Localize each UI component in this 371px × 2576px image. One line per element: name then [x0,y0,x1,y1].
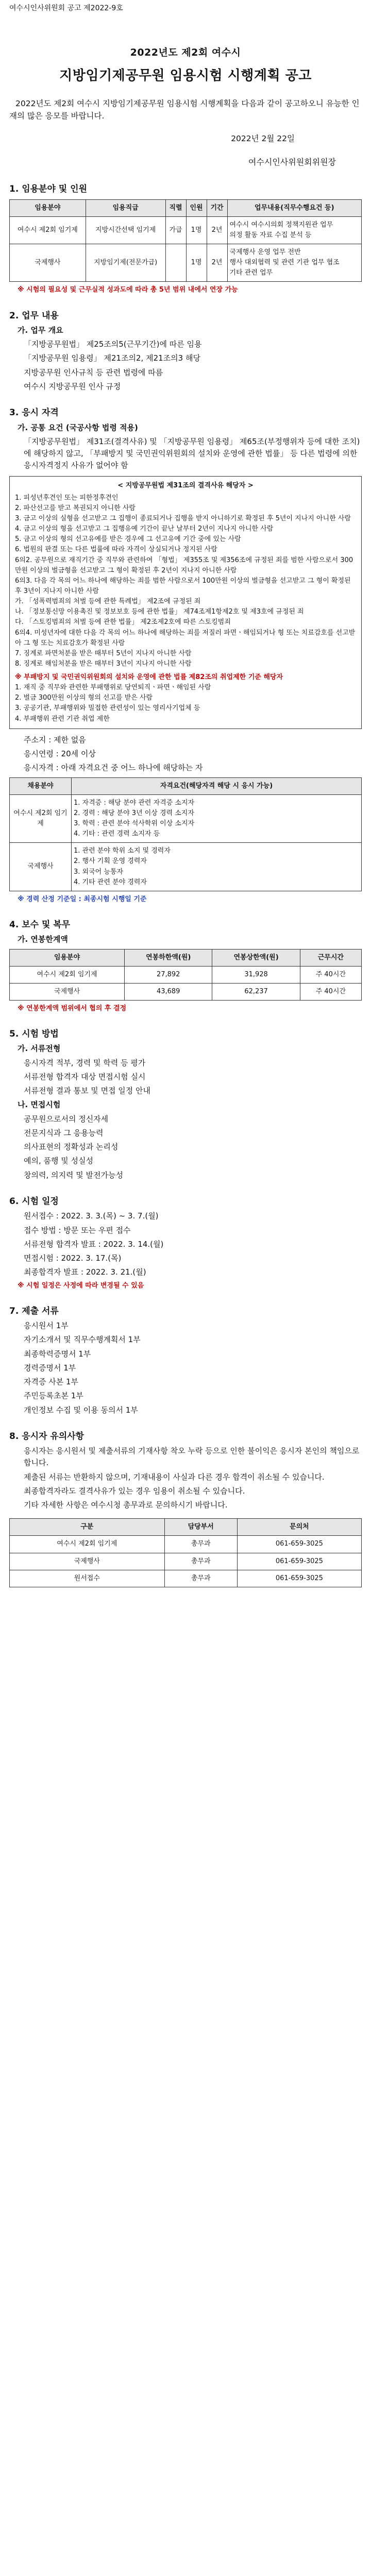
cell-contact-dept: 총무과 [164,1553,237,1570]
table-row [10,843,362,891]
section3-sub-a: 가. 공통 요건 (국공사항 법령 적용) [18,422,138,432]
box-item: 6의4. 미성년자에 대한 다음 각 목의 어느 하나에 해당하는 죄를 저질러 파면ㆍ해임되거나 형 또는 치료감호를 선고받아 그 형 또는 치료감호가 확정된 사람 [15,629,356,647]
section4-sub-a: 가. 연봉한계액 [18,935,68,944]
cell-pay-field: 국제행사 [10,983,125,1000]
th-contact-type: 구분 [10,1519,165,1536]
list-item: 자기소개서 및 직무수행계획서 1부 [24,1335,141,1345]
box-item: 8. 징계로 해임처분을 받은 때부터 3년이 지나지 아니한 사람 [15,659,192,668]
title-main: 2022년도 제2회 여수시 [130,46,241,58]
list-item: 응시연령 : 20세 이상 [24,749,96,759]
requirements-table [9,777,362,891]
table-row [10,216,362,244]
section4-title: 4. 보수 및 복무 [9,919,71,930]
section1-note: ※ 시험의 필요성 및 근무실적 성과도에 따라 총 5년 범위 내에서 연장 가능 [18,286,238,294]
table-row [10,1553,362,1570]
section5-sub-b: 나. 면접시험 [18,1100,61,1110]
list-item: 원서접수 : 2022. 3. 3.(목) ~ 3. 7.(월) [24,1211,159,1221]
box-item: 6. 법원의 판결 또는 다른 법률에 따라 자격이 상실되거나 정지된 사람 [15,546,217,554]
table-row [10,794,362,843]
section6-note: ※ 시험 일정은 사정에 따라 변경될 수 있음 [18,1281,144,1290]
th-req-field: 채용분야 [10,777,72,794]
list-item: 창의력, 의지력 및 발전가능성 [24,1170,123,1180]
cell-field: 여수시 제2회 임기제 [10,216,86,244]
box-item: 3. 금고 이상의 실형을 선고받고 그 집행이 종료되거나 집행을 받지 아니하기로 확정된 후 5년이 지나지 아니한 사람 [15,514,351,522]
list-item: 자격증 사본 1부 [24,1377,79,1386]
section2-title: 2. 업무 내용 [9,310,59,321]
th-field: 임용분야 [10,199,86,216]
cell-pay-hours: 주 40시간 [300,966,361,983]
th-req: 자격요건(해당자격 해당 시 응시 가능) [72,777,362,794]
cell-contact-dept: 총무과 [164,1570,237,1587]
box-item: 4. 금고 이상의 형을 선고받고 그 집행유예 기간이 끝난 날부터 2년이 지나지 아니한 사람 [15,525,274,533]
intro-text: 2022년도 제2회 여수시 지방임기제공무원 임용시험 시행계획을 다음과 같이 공고하오니 유능한 인재의 많은 응모를 바랍니다. [9,99,360,121]
cell-req: 1. 자격증 : 해당 분야 관련 자격증 소지자 2. 경력 : 해당 분야 3년 이상 경력 소지자 3. 학력 : 관련 분야 석사학위 이상 소지자 4. 기타 : 관련 경력 소지자 등 [72,794,362,843]
box-item: 5. 금고 이상의 형의 선고유예를 받은 경우에 그 선고유예 기간 중에 있는 사람 [15,535,241,544]
box-title: < 지방공무원법 제31조의 결격사유 해당자 > [117,481,254,489]
section6-title: 6. 시험 일정 [9,1196,59,1207]
th-contact-dept: 담당부서 [164,1519,237,1536]
table-row [10,244,362,282]
section8-title: 8. 응시자 유의사항 [9,1431,85,1442]
th-pay-field: 임용분야 [10,949,125,966]
cell-pay-field: 여수시 제2회 임기제 [10,966,125,983]
section2-sub-a: 가. 업무 개요 [18,325,63,335]
cell-pay-low: 27,892 [125,966,212,983]
list-item: 경력증명서 1부 [24,1363,76,1372]
box-item: 3. 공공기관, 부패행위와 밀접한 관련성이 있는 영리사기업체 등 [15,704,200,713]
cell-contact-type: 원서접수 [10,1570,165,1587]
section3-title: 3. 응시 자격 [9,408,59,418]
cell-term: 2년 [207,244,227,282]
box-item: 4. 부패행위 관련 기관 취업 제한 [15,715,110,723]
section5-sub-a: 가. 서류전형 [18,1044,61,1054]
list-item: 주민등록초본 1부 [24,1391,83,1401]
list-item: 서류전형 결과 통보 및 면접 일정 안내 [24,1086,150,1096]
table-row [10,1536,362,1553]
section5-title: 5. 시험 방법 [9,1029,59,1040]
list-item: 제출된 서류는 반환하지 않으며, 기재내용이 사실과 다른 경우 합격이 취소될 수 있습니다. [24,1472,325,1482]
list-item: 최종학력증명서 1부 [24,1349,91,1359]
list-item: 지방공무원 인사규칙 등 관련 법령에 따름 [24,367,163,377]
list-item: 예의, 품행 및 성실성 [24,1156,93,1166]
table-row [10,966,362,983]
list-item: 여수시 지방공무원 인사 규정 [24,381,121,391]
cell-count: 1명 [186,216,207,244]
list-item: 개인정보 수집 및 이용 동의서 1부 [24,1405,138,1415]
cell-duties: 여수시 여수시의회 정책지원관 업무 의정 활동 자료 수집 분석 등 [227,216,361,244]
cell-series: 가급 [165,216,186,244]
title-sub: 지방임기제공무원 임용시험 시행계획 공고 [59,68,312,84]
position-table [9,199,362,282]
th-pay-low: 연봉하한액(원) [125,949,212,966]
cell-count: 1명 [186,244,207,282]
cell-pay-low: 43,689 [125,983,212,1000]
list-item: 「지방공무원법」 제25조의5(근무기간)에 따른 임용 [24,340,202,349]
th-count: 인원 [186,199,207,216]
cell-contact-type: 여수시 제2회 임기제 [10,1536,165,1553]
list-item: 최종합격자 발표 : 2022. 3. 21.(월) [24,1267,146,1277]
th-grade: 임용직급 [86,199,165,216]
section3-note2: ※ 경력 산정 기준일 : 최종시험 시행일 기준 [18,895,147,903]
cell-contact-tel: 061-659-3025 [237,1536,361,1553]
box-item: 2. 벌금 300만원 이상의 형의 선고를 받은 사람 [15,694,153,702]
list-item: 서류전형 합격자 발표 : 2022. 3. 14.(월) [24,1239,164,1249]
list-item: 서류전형 합격자 대상 면접시험 실시 [24,1072,146,1081]
cell-pay-hours: 주 40시간 [300,983,361,1000]
section1-title: 1. 임용분야 및 인원 [9,184,87,195]
list-item: 「지방공무원법」 제31조(결격사유) 및 「지방공무원 임용령」 제65조(부정행위자 등에 대한 조치)에 해당하지 않고, 「부패방지 및 국민권익위원회의 설치와 운영에 관한 법률」 등 다른 법령에 의한 응시자격정지 사유가 없어야 함 [24,436,360,470]
box-item: 6의2. 공무원으로 재직기간 중 직무와 관련하여 「형법」 제355조 및 제356조에 규정된 죄를 범한 사람으로서 300만원 이상의 벌금형을 선고받고 그 형이 확정된 후 2년이 지나지 아니한 사람 [15,556,353,574]
cell-pay-high: 31,928 [212,966,300,983]
th-duties: 업무내용(직무수행요건 등) [227,199,361,216]
cell-contact-type: 국제행사 [10,1553,165,1570]
th-pay-hours: 근무시간 [300,949,361,966]
cell-contact-tel: 061-659-3025 [237,1570,361,1587]
list-item: 면접시험 : 2022. 3. 17.(목) [24,1253,122,1263]
th-term: 기간 [207,199,227,216]
cell-duties: 국제행사 운영 업무 전반 행사 대외협력 및 관련 기관 업무 협조 기타 관련 업무 [227,244,361,282]
cell-series [165,244,186,282]
box-item: 2. 파산선고를 받고 복권되지 아니한 사람 [15,504,136,512]
list-item: 응시원서 1부 [24,1321,69,1330]
list-item: 주소지 : 제한 없음 [24,735,86,744]
cell-grade: 지방시간선택 임기제 [86,216,165,244]
th-series: 직렬 [165,199,186,216]
th-contact-tel: 문의처 [237,1519,361,1536]
box-item: 1. 재직 중 직무와 관련한 부패행위로 당연퇴직ㆍ파면ㆍ해임된 사람 [15,684,211,692]
notice-number: 여수시인사위원회 공고 제2022-9호 [9,4,123,12]
box-item: 다. 「스토킹범죄의 처벌 등에 관한 법률」 제2조제2호에 따른 스토킹범죄 [15,618,231,626]
box-item: 1. 피성년후견인 또는 피한정후견인 [15,494,119,502]
contact-table [9,1518,362,1587]
box-item: 7. 징계로 파면처분을 받은 때부터 5년이 지나지 아니한 사람 [15,649,192,657]
cell-req-field: 여수시 제2회 임기제 [10,794,72,843]
list-item: 응시자는 응시원서 및 제출서류의 기재사항 착오 누락 등으로 인한 불이익은 응시자 본인의 책임으로 합니다. [24,1446,360,1468]
cell-grade: 지방임기제(전문가급) [86,244,165,282]
cell-req: 1. 관련 분야 학위 소지 및 경력자 2. 행사 기획 운영 경력자 3. 외국어 능통자 4. 기타 관련 분야 경력자 [72,843,362,891]
box-item: 6의3. 다음 각 목의 어느 하나에 해당하는 죄를 범한 사람으로서 100만원 이상의 벌금형을 선고받고 그 형이 확정된 후 3년이 지나지 아니한 사람 [15,577,351,595]
list-item: 공무원으로서의 정신자세 [24,1114,109,1124]
section4-note: ※ 연봉한계액 범위에서 협의 후 결정 [18,1004,127,1012]
table-row [10,983,362,1000]
box-item: 나. 「정보통신망 이용촉진 및 정보보호 등에 관한 법률」 제74조제1항제2호 및 제3호에 규정된 죄 [15,608,304,616]
table-row [10,1570,362,1587]
box-item: 가. 「성폭력범죄의 처벌 등에 관한 특례법」 제2조에 규정된 죄 [15,598,201,606]
list-item: 전문지식과 그 응용능력 [24,1128,104,1138]
pay-table [9,949,362,1001]
list-item: 의사표현의 정확성과 논리성 [24,1142,119,1152]
box-footer: ※ 부패방지 및 국민권익위원회의 설치와 운영에 관한 법률 제82조의 취업제한 기준 해당자 [15,673,283,682]
list-item: 응시자격 : 아래 자격요건 중 어느 하나에 해당하는 자 [24,763,203,773]
cell-contact-tel: 061-659-3025 [237,1553,361,1570]
list-item: 기타 자세한 사항은 여수시청 총무과로 문의하시기 바랍니다. [24,1500,228,1510]
disqualification-box [9,476,362,729]
cell-term: 2년 [207,216,227,244]
cell-req-field: 국제행사 [10,843,72,891]
list-item: 응시자격 적부, 경력 및 학력 등 평가 [24,1058,146,1067]
cell-contact-dept: 총무과 [164,1536,237,1553]
list-item: 접수 방법 : 방문 또는 우편 접수 [24,1225,131,1235]
issuer: 여수시인사위원회위원장 [248,157,336,167]
section7-title: 7. 제출 서류 [9,1306,59,1316]
notice-date: 2022년 2월 22일 [231,134,295,144]
list-item: 최종합격자라도 결격사유가 있는 경우 임용이 취소될 수 있습니다. [24,1486,245,1496]
cell-pay-high: 62,237 [212,983,300,1000]
cell-field: 국제행사 [10,244,86,282]
list-item: 「지방공무원 임용령」 제21조의2, 제21조의3 해당 [24,353,200,363]
th-pay-high: 연봉상한액(원) [212,949,300,966]
title-block [9,45,362,87]
